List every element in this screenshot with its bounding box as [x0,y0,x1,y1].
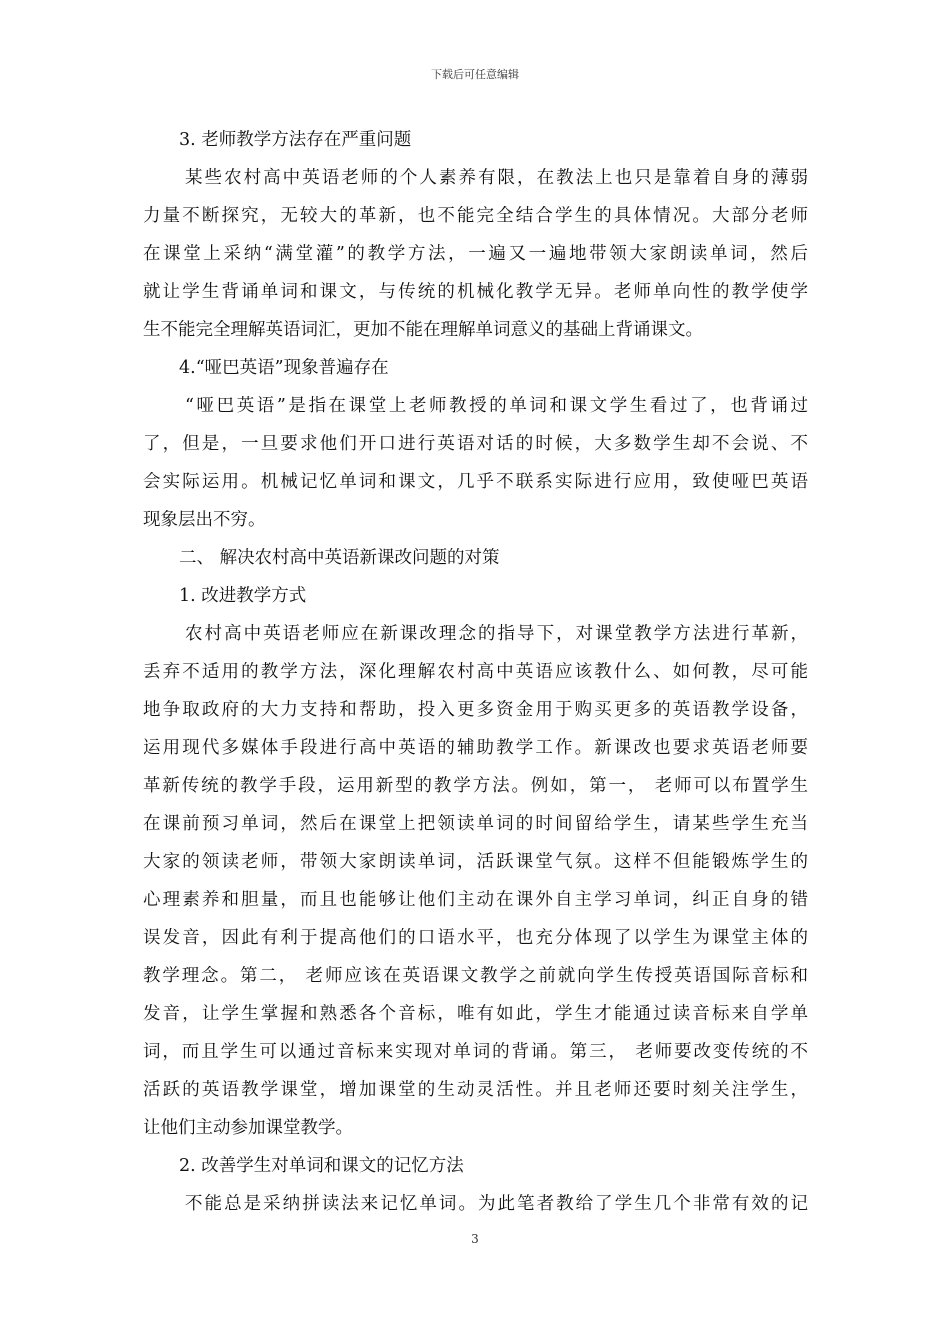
text-line: 地争取政府的大力支持和帮助，投入更多资金用于购买更多的英语教学设备， [143,700,808,720]
text-line: 活跃的英语教学课堂，增加课堂的生动灵活性。并且老师还要时刻关注学生， [143,1080,808,1100]
text-line: 2. 改善学生对单词和课文的记忆方法 [179,1156,464,1176]
text-line: 发音，让学生掌握和熟悉各个音标，唯有如此，学生才能通过读音标来自学单 [143,1004,808,1024]
text-line: “哑巴英语”是指在课堂上老师教授的单词和课文学生看过了，也背诵过 [185,396,808,416]
text-line: 大家的领读老师，带领大家朗读单词，活跃课堂气氛。这样不但能锻炼学生的 [143,852,808,872]
text-line: 4.“哑巴英语”现象普遍存在 [179,358,389,378]
text-line: 教学理念。第二， 老师应该在英语课文教学之前就向学生传授英语国际音标和 [143,966,808,986]
text-line: 力量不断探究，无较大的革新，也不能完全结合学生的具体情况。大部分老师 [143,206,808,226]
text-line: 丢弃不适用的教学方法，深化理解农村高中英语应该教什么、如何教，尽可能 [143,662,808,682]
text-line: 1. 改进教学方式 [179,586,307,606]
text-line: 不能总是采纳拼读法来记忆单词。为此笔者教给了学生几个非常有效的记 [185,1194,808,1214]
text-line: 革新传统的教学手段，运用新型的教学方法。例如，第一， 老师可以布置学生 [143,776,808,796]
text-line: 心理素养和胆量，而且也能够让他们主动在课外自主学习单词，纠正自身的错 [143,890,808,910]
text-line: 误发音，因此有利于提高他们的口语水平，也充分体现了以学生为课堂主体的 [143,928,808,948]
text-line: 某些农村高中英语老师的个人素养有限，在教法上也只是靠着自身的薄弱 [185,168,808,188]
text-line: 在课前预习单词，然后在课堂上把领读单词的时间留给学生，请某些学生充当 [143,814,808,834]
document-body [143,121,808,1223]
text-line: 会实际运用。机械记忆单词和课文，几乎不联系实际进行应用，致使哑巴英语 [143,472,808,492]
text-line: 词，而且学生可以通过音标来实现对单词的背诵。第三， 老师要改变传统的不 [143,1042,808,1062]
text-line: 了，但是，一旦要求他们开口进行英语对话的时候，大多数学生却不会说、不 [143,434,808,454]
text-line: 农村高中英语老师应在新课改理念的指导下，对课堂教学方法进行革新， [185,624,808,644]
page-number: 3 [471,1232,479,1246]
text-line: 现象层出不穷。 [143,510,266,530]
text-line: 让他们主动参加课堂教学。 [143,1118,353,1138]
text-line: 二、 解决农村高中英语新课改问题的对策 [179,548,500,568]
text-line: 生不能完全理解英语词汇，更加不能在理解单词意义的基础上背诵课文。 [143,320,703,340]
text-line: 运用现代多媒体手段进行高中英语的辅助教学工作。新课改也要求英语老师要 [143,738,808,758]
text-line: 就让学生背诵单词和课文，与传统的机械化教学无异。老师单向性的教学使学 [143,282,808,302]
text-line: 3. 老师教学方法存在严重问题 [179,130,412,150]
page-header: 下载后可任意编辑 [431,68,519,81]
text-line: 在课堂上采纳“满堂灌”的教学方法，一遍又一遍地带领大家朗读单词，然后 [143,244,808,264]
